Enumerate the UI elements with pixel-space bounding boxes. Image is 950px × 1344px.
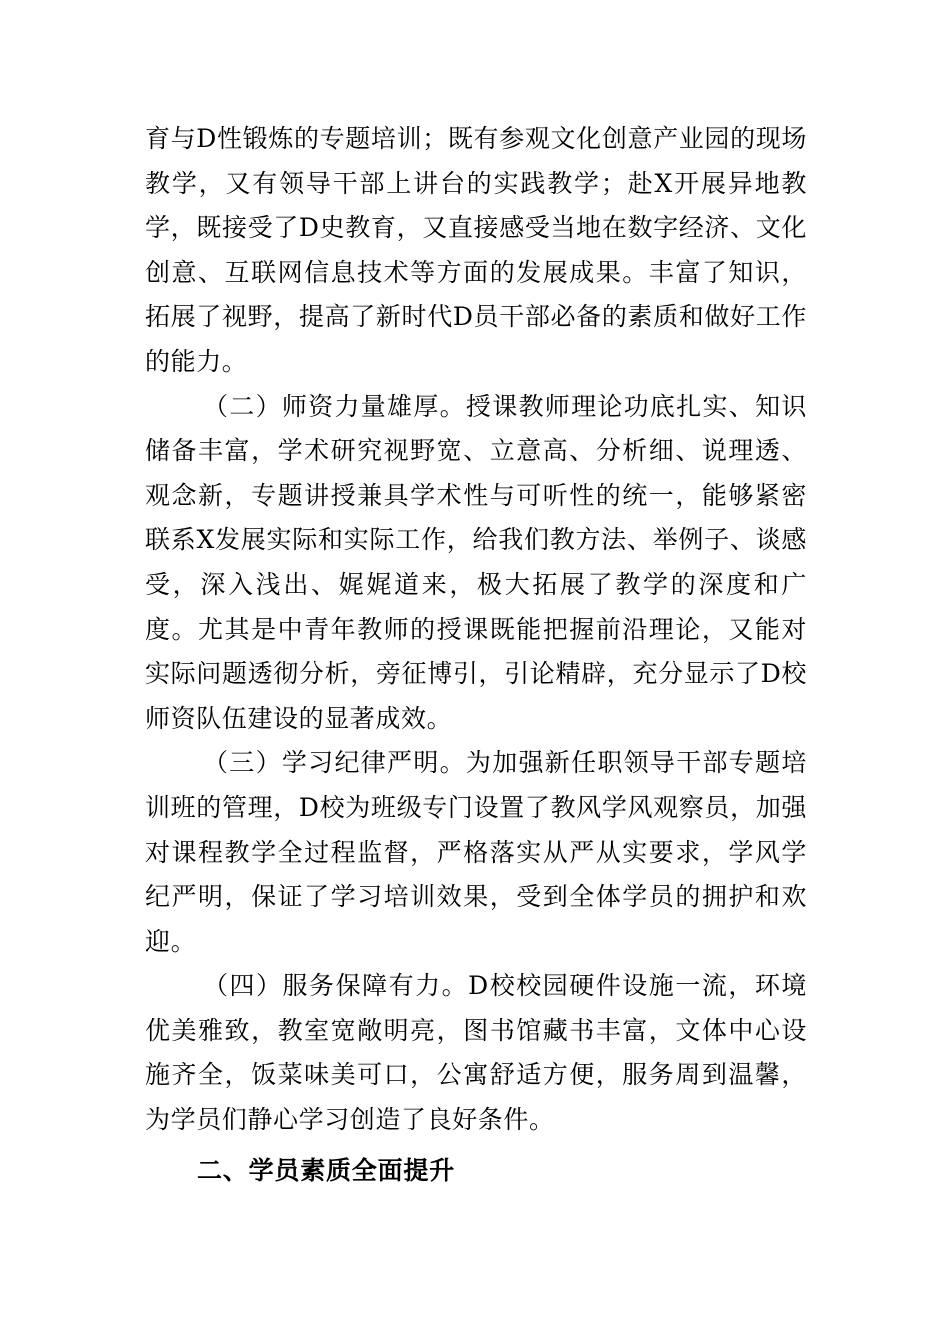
section-heading: 二、学员素质全面提升 [197,1155,456,1185]
document-body [145,117,807,1193]
paragraph-continuation: 育与D性锻炼的专题培训；既有参观文化创意产业园的现场教学，又有领导干部上讲台的实践教学；赴X开展异地教学，既接受了D史教育，又直接感受当地在数字经济、文化创意、互联网信息技术等方面的发展成果。丰富了知识，拓展了视野，提高了新时代D员干部必备的素质和做好工作的能力。 [145,124,807,376]
paragraph-faculty: （二）师资力量雄厚。授课教师理论功底扎实、知识储备丰富，学术研究视野宽、立意高、分析细、说理透、观念新，专题讲授兼具学术性与可听性的统一，能够紧密联系X发展实际和实际工作，给我们教方法、举例子、谈感受，深入浅出、娓娓道来，极大拓展了教学的深度和广度。尤其是中青年教师的授课既能把握前沿理论，又能对实际问题透彻分析，旁征博引，引论精辟，充分显示了D校师资队伍建设的显著成效。 [145,391,807,733]
paragraph-service: （四）服务保障有力。D校校园硬件设施一流，环境优美雅致，教室宽敞明亮，图书馆藏书丰富，文体中心设施齐全，饭菜味美可口，公寓舒适方便，服务周到温馨，为学员们静心学习创造了良好条件。 [145,971,807,1135]
paragraph-discipline: （三）学习纪律严明。为加强新任职领导干部专题培训班的管理，D校为班级专门设置了教风学风观察员，加强对课程教学全过程监督，严格落实从严从实要求，学风学纪严明，保证了学习培训效果，受到全体学员的拥护和欢迎。 [145,748,807,956]
